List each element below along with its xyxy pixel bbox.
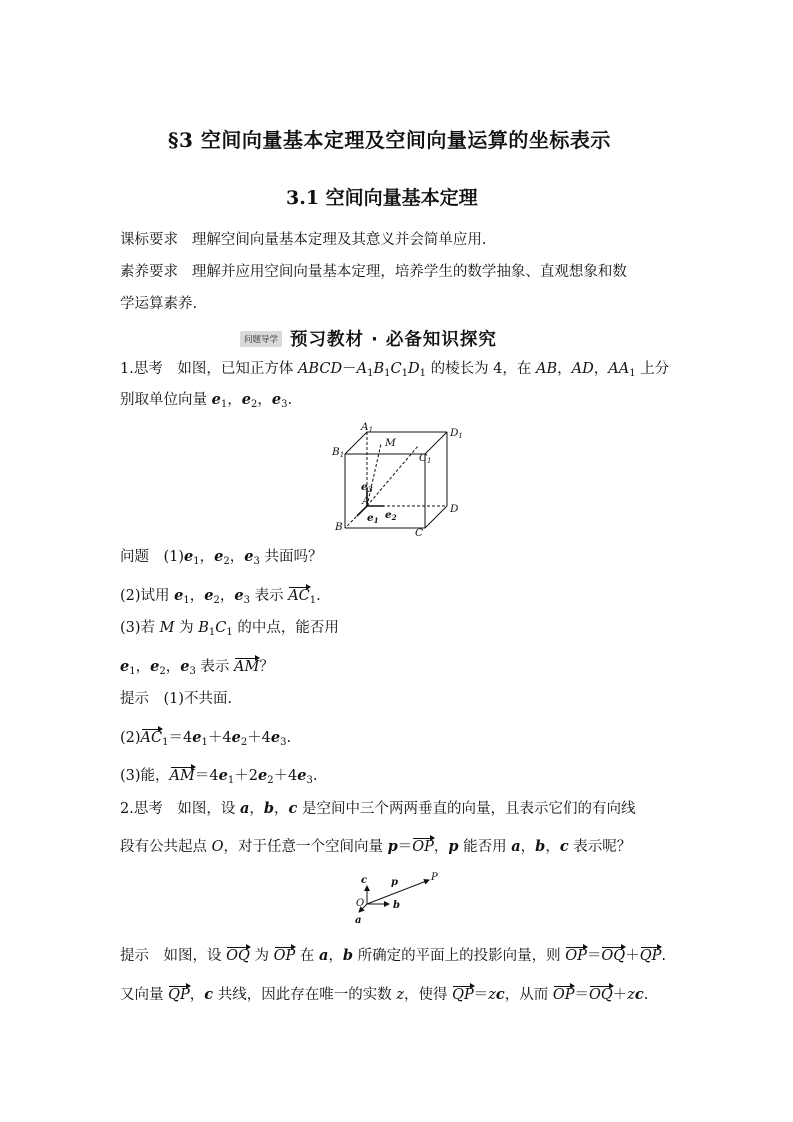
- hint-3: (3)能，$AM=4e_1+2e_2+4e_3$.: [120, 767, 318, 786]
- label-e2: e2: [385, 509, 397, 522]
- question-1: 问题 $(1)e_1$，$e_2$，$e_3$ 共面吗？: [120, 548, 323, 567]
- label-M: M: [385, 437, 396, 449]
- label-A1: A1: [361, 421, 374, 434]
- section-title: 预习教材 · 必备知识探究: [290, 330, 497, 350]
- label-D1: D1: [450, 427, 463, 440]
- vec-label-b: b: [393, 900, 400, 911]
- question-2: (2)试用 $e_1$，$e_2$，$e_3$ 表示 $AC_1$.: [120, 587, 321, 606]
- literacy-requirement: [120, 265, 627, 280]
- literacy-requirement-label: 素养要求: [120, 264, 178, 280]
- vec-label-p: p: [391, 877, 398, 888]
- section-badge: 问题导学: [240, 331, 282, 347]
- label-e1: e1: [367, 512, 379, 525]
- vec-label-O: O: [356, 898, 365, 909]
- vec-label-c: c: [361, 875, 368, 886]
- course-requirement-label: 课标要求: [120, 232, 178, 248]
- question-3-line-2: $e_1$，$e_2$，$e_3$ 表示 AM？: [120, 658, 274, 677]
- think-1-line-1: 1.思考 如图，已知正方体 $ABCD-A_1B_1C_1D_1$ 的棱长为 4，在 AB，AD，$AA_1$ 上分: [120, 361, 670, 379]
- think-2-line-1: 2.思考 如图，设 a，b，c 是空间中三个两两垂直的向量，且表示它们的有向线: [120, 800, 636, 817]
- hint-4-line-2: 又向量 QP，c 共线，因此存在唯一的实数 z，使得 QP＝zc，从而 OP＝OQ＋zc.: [120, 986, 649, 1003]
- label-C1: C1: [419, 452, 432, 465]
- vec-label-P: P: [431, 872, 438, 883]
- think-2-line-2: 段有公共起点 O，对于任意一个空间向量 p＝OP，p 能否用 a，b，c 表示呢？: [120, 838, 632, 855]
- course-requirement: [120, 233, 486, 248]
- question-3-line-1: (3)若 M 为 $B_1C_1$ 的中点，能否用: [120, 620, 339, 638]
- think-1-line-2: 别取单位向量 $e_1$，$e_2$，$e_3$.: [120, 391, 293, 410]
- literacy-requirement-cont: 学运算素养.: [120, 296, 198, 312]
- label-B: B: [335, 521, 343, 533]
- hint-2: $(2)AC_1=4e_1+4e_2+4e_3$.: [120, 729, 292, 748]
- vec-label-a: a: [355, 915, 362, 926]
- label-C: C: [415, 527, 424, 539]
- page-title: §3 空间向量基本定理及空间向量运算的坐标表示: [168, 128, 611, 152]
- label-e3: e3: [361, 481, 373, 494]
- label-A: A: [362, 495, 370, 507]
- hint-4-line-1: 提示 如图，设 OQ 为 OP 在 a，b 所确定的平面上的投影向量，则 OP＝OQ＋QP.: [120, 947, 666, 964]
- hint-1: 提示 (1)不共面.: [120, 691, 233, 707]
- vector-figure: [345, 868, 455, 928]
- cube-figure: [325, 420, 475, 540]
- label-B1: B1: [332, 446, 345, 459]
- label-D: D: [450, 503, 459, 515]
- section-header: [240, 326, 497, 351]
- literacy-requirement-text-1: 理解并应用空间向量基本定理，培养学生的数学抽象、直观想象和数: [191, 264, 627, 280]
- course-requirement-text: 理解空间向量基本定理及其意义并会简单应用.: [191, 232, 487, 248]
- section-subtitle: 3.1 空间向量基本定理: [286, 187, 478, 209]
